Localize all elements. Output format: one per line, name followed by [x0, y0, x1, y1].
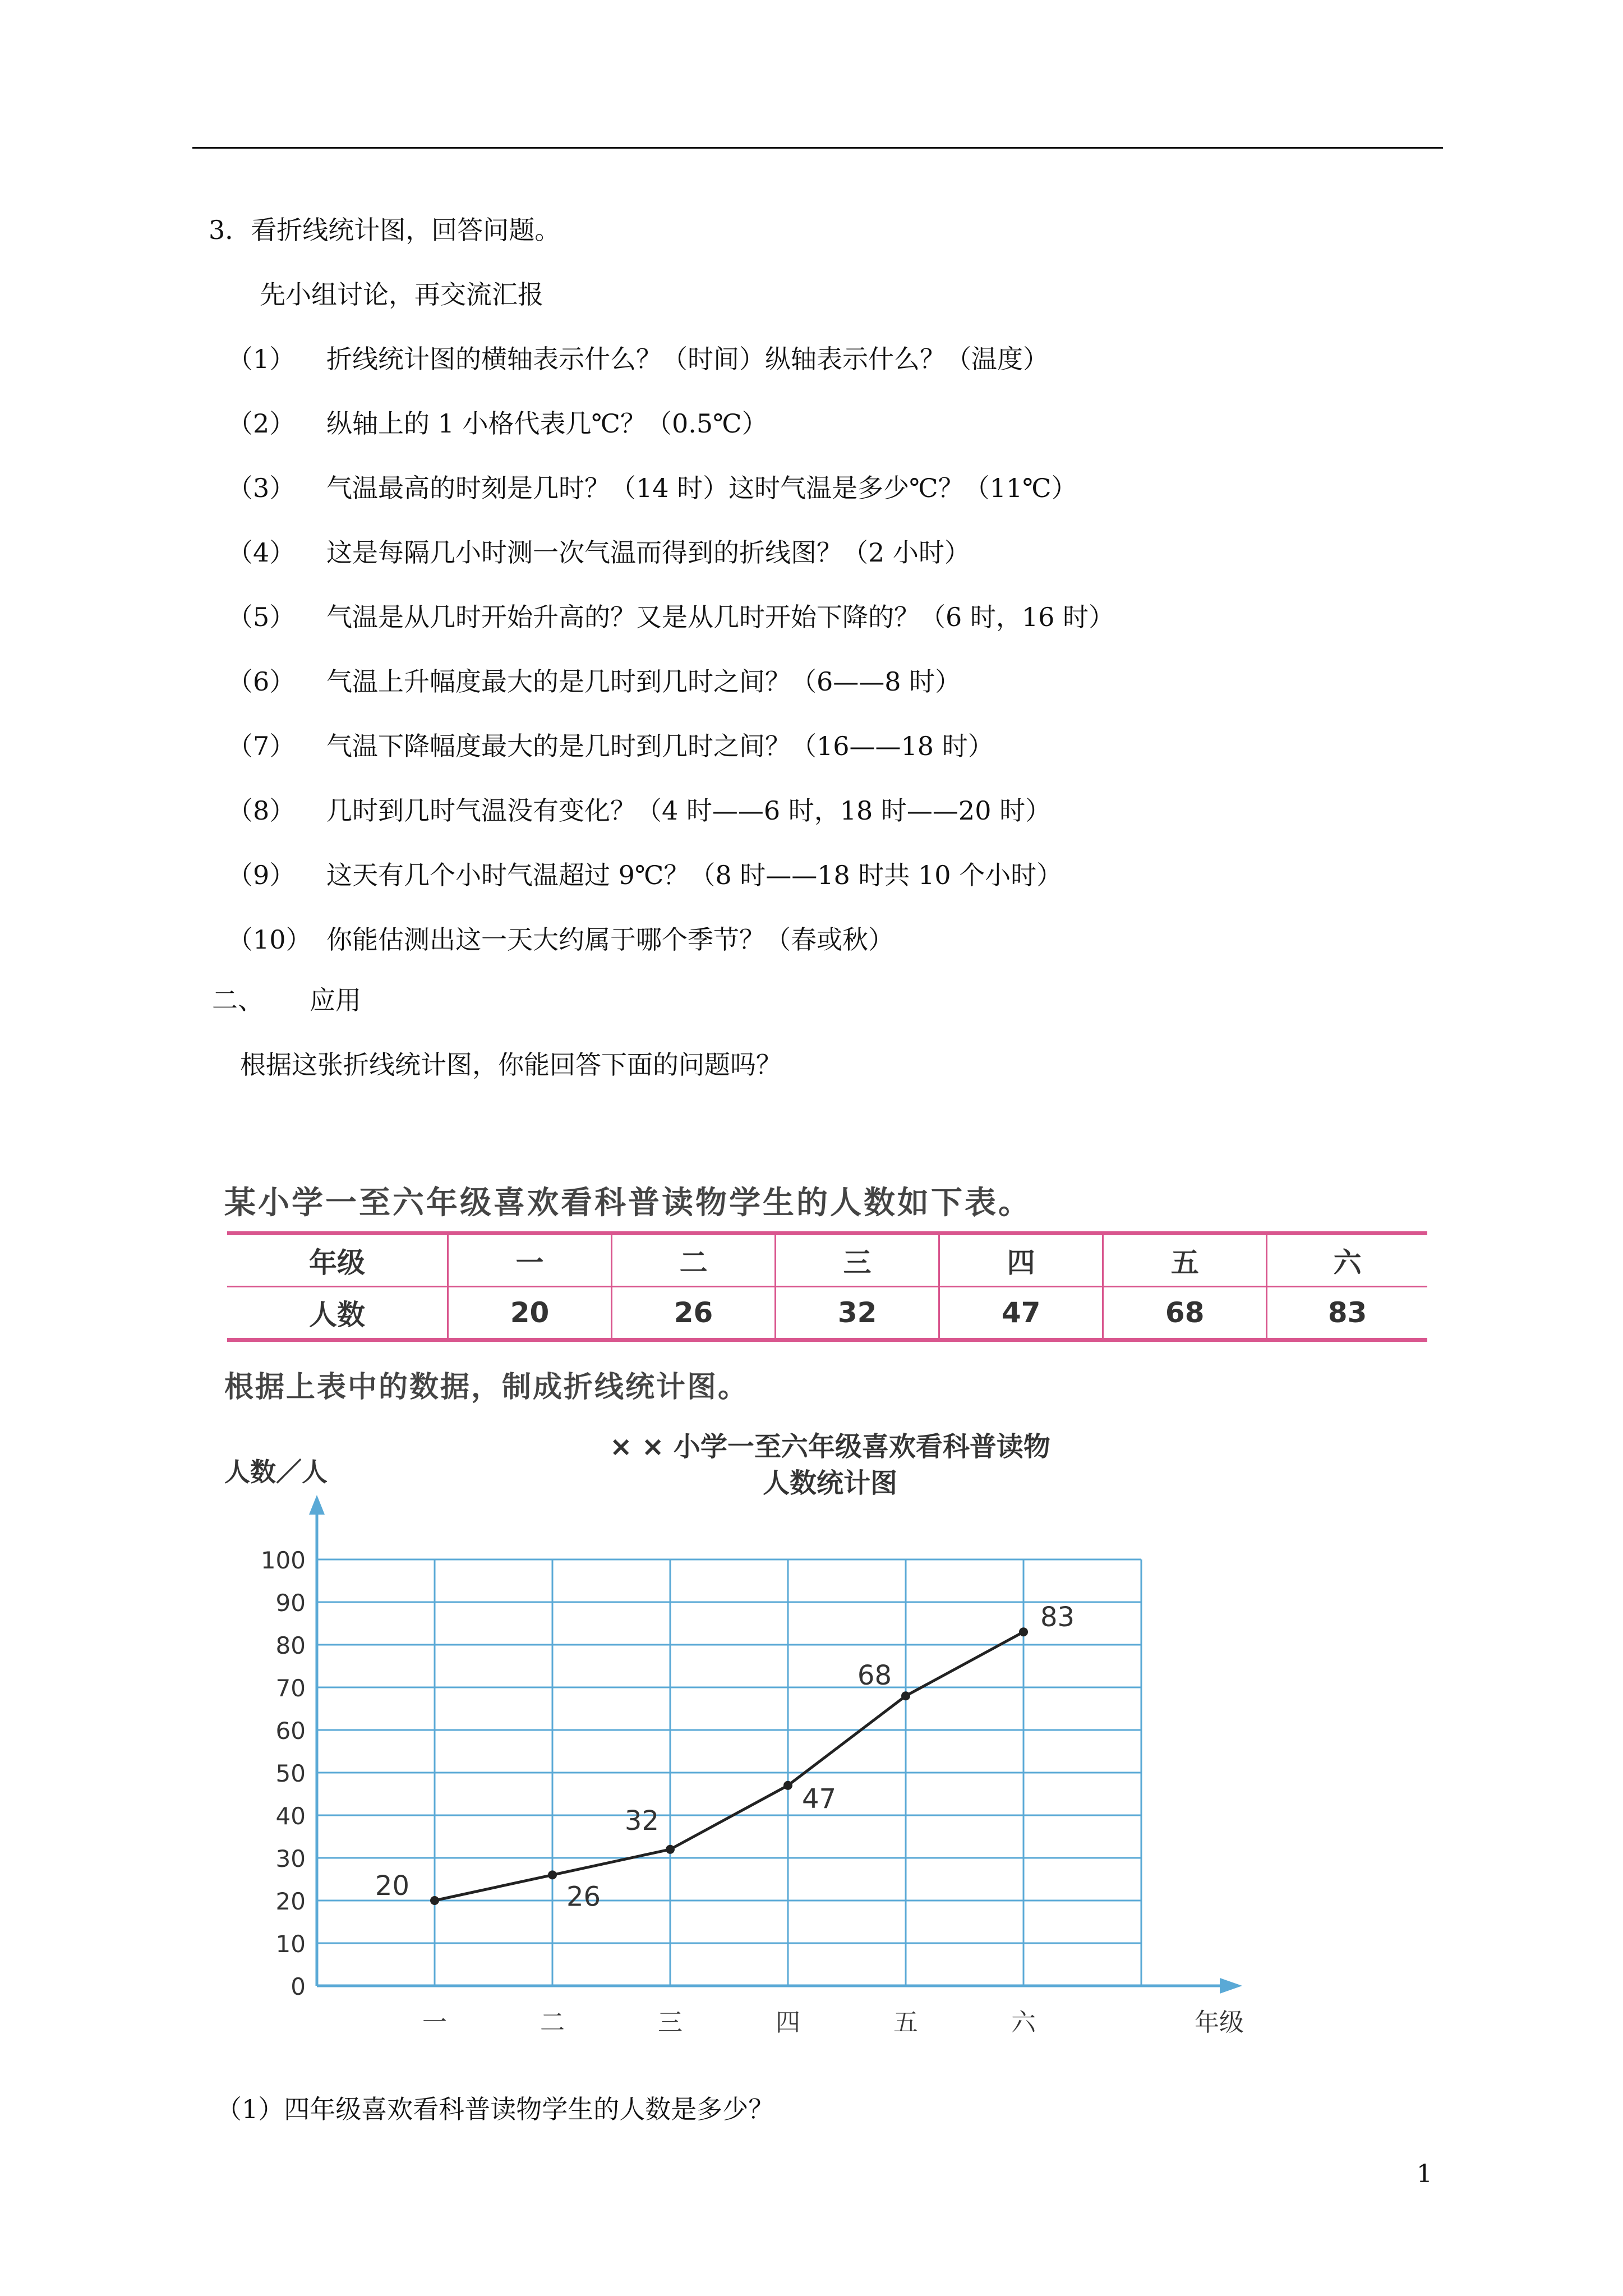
question-number: （4） [227, 537, 296, 568]
question-number: （10） [227, 924, 312, 955]
data-table [227, 1231, 1427, 1342]
data-label: 26 [566, 1881, 601, 1913]
data-label: 20 [375, 1870, 409, 1902]
series-line [435, 1632, 1023, 1901]
x-tick-label: 六 [1011, 2008, 1036, 2037]
y-tick-label: 70 [275, 1674, 306, 1702]
question-number: （6） [227, 666, 296, 697]
y-tick-label: 0 [291, 1973, 306, 2000]
question-text: 这是每隔几小时测一次气温而得到的折线图？（2 小时） [326, 537, 970, 568]
question-text: 这天有几个小时气温超过 9℃？（8 时——18 时共 10 个小时） [326, 860, 1063, 890]
x-tick-label: 三 [658, 2008, 683, 2037]
table-row-label: 人数 [227, 1287, 448, 1340]
section-intro: 根据这张折线统计图，你能回答下面的问题吗？ [240, 1050, 782, 1080]
table-cell: 20 [448, 1287, 612, 1340]
x-tick-label: 一 [422, 2008, 447, 2037]
question-text: 气温最高的时刻是几时？（14 时）这时气温是多少℃？（11℃） [326, 473, 1077, 503]
page-number: 1 [1417, 2160, 1432, 2188]
intro-text: 先小组讨论，再交流汇报 [260, 279, 543, 310]
table-cell: 68 [1103, 1287, 1267, 1340]
table-cell: 32 [776, 1287, 939, 1340]
chart-grid [317, 1559, 1141, 1986]
y-tick-label: 20 [275, 1888, 306, 1915]
question-text: 几时到几时气温没有变化？（4 时——6 时，18 时——20 时） [326, 795, 1052, 826]
table-cell: 26 [612, 1287, 776, 1340]
question-text: 你能估测出这一天大约属于哪个季节？（春或秋） [326, 924, 894, 955]
question-number: （7） [227, 731, 296, 761]
question-heading: 3．看折线统计图，回答问题。 [209, 215, 561, 245]
y-tick-label: 60 [275, 1717, 306, 1745]
question-text: 气温上升幅度最大的是几时到几时之间？（6——8 时） [326, 666, 961, 697]
data-point [430, 1896, 439, 1905]
data-point [1019, 1627, 1028, 1636]
y-tick-label: 100 [260, 1547, 306, 1574]
question-number: （2） [227, 408, 296, 439]
y-tick-label: 10 [275, 1930, 306, 1958]
table-caption: 某小学一至六年级喜欢看科普读物学生的人数如下表。 [224, 1185, 1032, 1221]
table-cell: 83 [1267, 1287, 1427, 1340]
question-text: 气温下降幅度最大的是几时到几时之间？（16——18 时） [326, 731, 994, 761]
question-number: （3） [227, 473, 296, 503]
section-number: 二、 [212, 985, 264, 1015]
x-axis-arrow-icon [1220, 1978, 1242, 1994]
question-number: （5） [227, 602, 296, 632]
question-number: （9） [227, 860, 296, 890]
y-tick-label: 50 [275, 1760, 306, 1787]
table-row-grade [227, 1234, 1427, 1287]
y-tick-label: 90 [275, 1589, 306, 1617]
section-title: 应用 [310, 985, 361, 1015]
table-header-label: 年级 [227, 1234, 448, 1287]
header-rule [192, 147, 1443, 149]
data-label: 32 [624, 1805, 659, 1837]
data-label: 68 [857, 1660, 892, 1692]
table-cell: 二 [612, 1234, 776, 1287]
data-point [783, 1781, 792, 1790]
x-tick-label: 二 [540, 2008, 565, 2037]
data-label: 83 [1040, 1602, 1075, 1634]
x-axis-label: 年级 [1195, 2008, 1244, 2037]
followup-question: （1）四年级喜欢看科普读物学生的人数是多少？ [216, 2094, 774, 2124]
data-label: 47 [802, 1783, 837, 1815]
table-cell: 一 [448, 1234, 612, 1287]
y-axis-arrow-icon [309, 1495, 325, 1515]
chart-axes [309, 1495, 1242, 1994]
chart-title: × × 小学一至六年级喜欢看科普读物 [610, 1431, 1050, 1462]
chart-labels [224, 1457, 1244, 2037]
table-cell: 四 [939, 1234, 1103, 1287]
y-tick-label: 80 [275, 1632, 306, 1659]
question-text: 折线统计图的横轴表示什么？（时间）纵轴表示什么？（温度） [326, 344, 1049, 374]
y-tick-label: 30 [275, 1845, 306, 1872]
table-cell: 三 [776, 1234, 939, 1287]
data-point [548, 1870, 557, 1879]
data-point [901, 1691, 910, 1700]
x-tick-label: 四 [776, 2008, 800, 2037]
question-number: （8） [227, 795, 296, 826]
table-cell: 五 [1103, 1234, 1267, 1287]
table-cell: 47 [939, 1287, 1103, 1340]
question-text: 气温是从几时开始升高的？又是从几时开始下降的？（6 时，16 时） [326, 602, 1115, 632]
question-text: 纵轴上的 1 小格代表几℃？（0.5℃） [326, 408, 768, 439]
y-axis-label: 人数／人 [224, 1457, 328, 1487]
textbook-figure [224, 1178, 1436, 2053]
data-point [666, 1845, 675, 1854]
table-row-count [227, 1287, 1427, 1340]
chart-subtitle: 人数统计图 [762, 1467, 897, 1499]
y-tick-label: 40 [275, 1802, 306, 1830]
question-number: （1） [227, 344, 296, 374]
x-tick-label: 五 [893, 2008, 918, 2037]
table-cell: 六 [1267, 1234, 1427, 1287]
chart-series [430, 1627, 1028, 1905]
chart-instruction: 根据上表中的数据，制成折线统计图。 [224, 1370, 749, 1404]
